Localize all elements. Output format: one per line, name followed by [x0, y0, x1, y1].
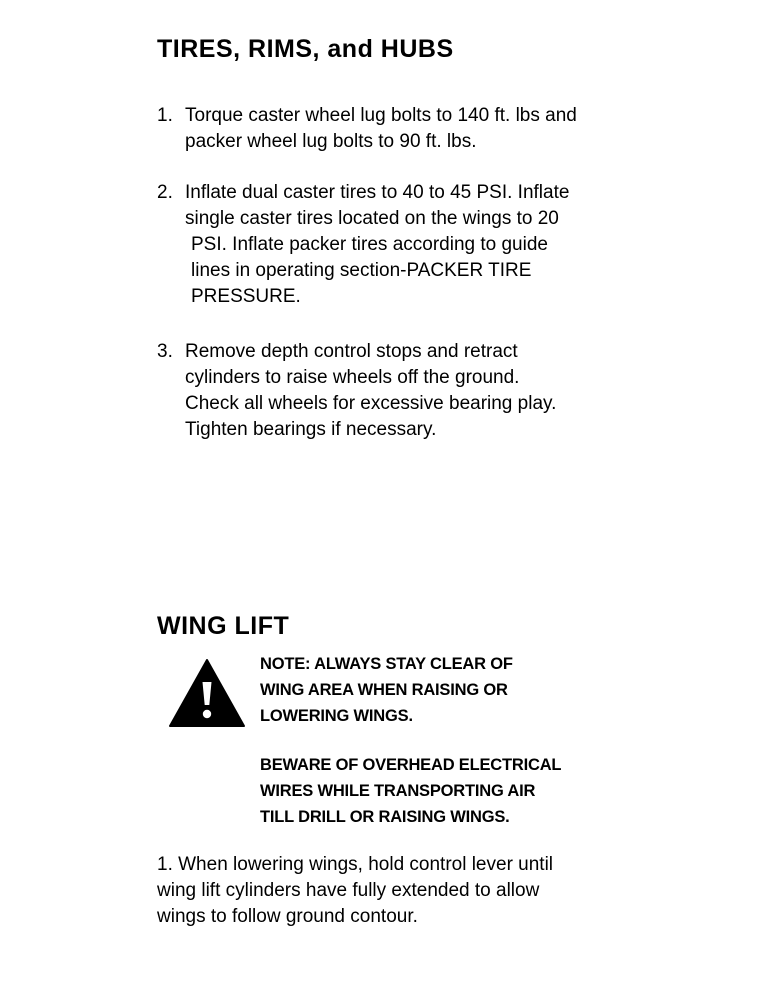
item-line: Inflate dual caster tires to 40 to 45 PSI. Inflate — [185, 182, 570, 203]
warning-note-electrical — [260, 752, 660, 830]
item-line: PRESSURE. — [191, 286, 301, 307]
item-line: single caster tires located on the wings to 20 — [185, 208, 559, 229]
note-line: WIRES WHILE TRANSPORTING AIR — [260, 782, 536, 800]
note-line: LOWERING WINGS. — [260, 707, 413, 725]
step-line: wings to follow ground contour. — [157, 906, 418, 927]
item-line: lines in operating section-PACKER TIRE — [191, 260, 532, 281]
item-line: Check all wheels for excessive bearing play. — [185, 393, 557, 414]
list-item — [157, 339, 637, 443]
list-item — [157, 103, 637, 155]
item-line: packer wheel lug bolts to 90 ft. lbs. — [185, 131, 477, 152]
step-line: wing lift cylinders have fully extended to allow — [157, 880, 540, 901]
item-line: Tighten bearings if necessary. — [185, 419, 437, 440]
item-line: PSI. Inflate packer tires according to guide — [191, 234, 548, 255]
note-line: BEWARE OF OVERHEAD ELECTRICAL — [260, 756, 562, 774]
item-text — [185, 103, 637, 155]
item-number: 3. — [157, 341, 173, 362]
note-line: NOTE: ALWAYS STAY CLEAR OF — [260, 655, 513, 673]
note-line: TILL DRILL OR RAISING WINGS. — [260, 808, 510, 826]
item-text — [185, 180, 637, 310]
item-number: 2. — [157, 182, 173, 203]
list-item — [157, 180, 637, 310]
warning-triangle-icon — [168, 658, 246, 728]
wing-lift-step — [157, 852, 637, 930]
section-title-tires: TIRES, RIMS, and HUBS — [157, 35, 454, 63]
item-line: Remove depth control stops and retract — [185, 341, 518, 362]
item-text — [185, 339, 637, 443]
item-number: 1. — [157, 105, 173, 126]
note-line: WING AREA WHEN RAISING OR — [260, 681, 508, 699]
step-line: 1. When lowering wings, hold control lever until — [157, 854, 554, 875]
item-line: Torque caster wheel lug bolts to 140 ft. lbs and — [185, 105, 577, 126]
warning-note-clearance — [260, 651, 660, 729]
item-line: cylinders to raise wheels off the ground. — [185, 367, 520, 388]
section-title-wing-lift: WING LIFT — [157, 612, 290, 640]
